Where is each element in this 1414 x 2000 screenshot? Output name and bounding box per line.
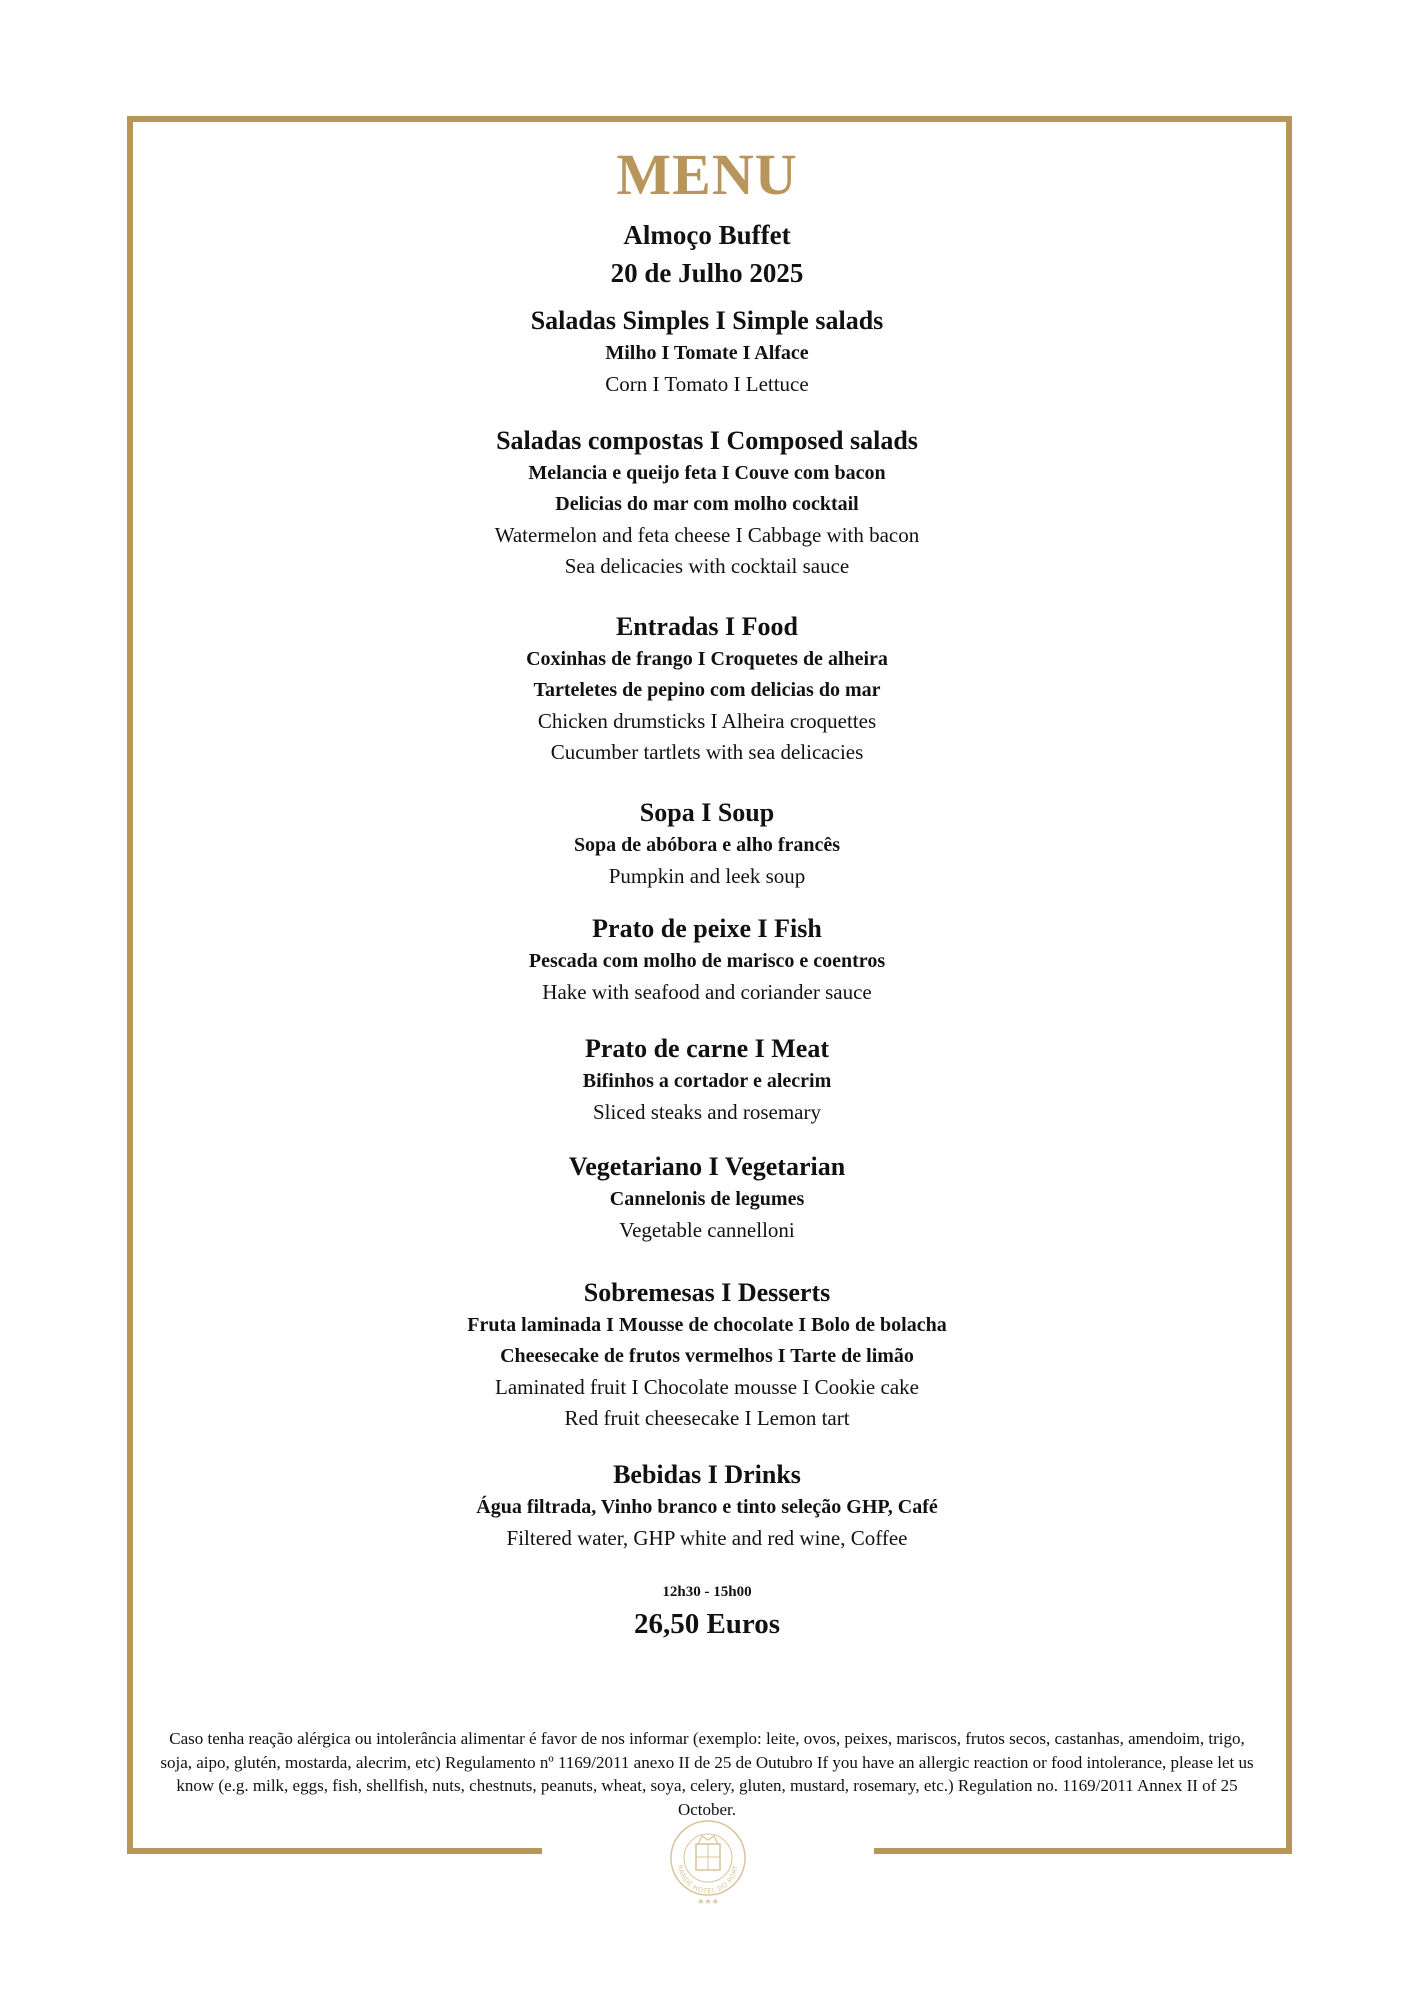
dish-english: Sea delicacies with cocktail sauce bbox=[564, 554, 850, 578]
hotel-crest-icon bbox=[668, 1818, 748, 1908]
dish-portuguese: Fruta laminada I Mousse de chocolate I Bolo de bolacha bbox=[467, 1314, 947, 1336]
menu-section bbox=[140, 912, 1274, 1008]
section-heading: Saladas compostas I Composed salads bbox=[496, 426, 918, 455]
dish-portuguese: Tarteletes de pepino com delicias do mar bbox=[533, 679, 881, 701]
menu-section bbox=[140, 1458, 1274, 1554]
dish-portuguese: Sopa de abóbora e alho francês bbox=[573, 834, 841, 856]
section-heading: Saladas Simples I Simple salads bbox=[530, 306, 884, 335]
section-heading: Prato de peixe I Fish bbox=[592, 914, 822, 943]
dish-english: Pumpkin and leek soup bbox=[608, 864, 806, 888]
dish-english: Laminated fruit I Chocolate mousse I Cookie cake bbox=[495, 1375, 919, 1399]
crest-text: RANDE HOTEL DO PORT bbox=[676, 1864, 740, 1896]
dish-portuguese: Milho I Tomate I Alface bbox=[605, 342, 809, 364]
dish-portuguese: Melancia e queijo feta I Couve com bacon bbox=[528, 462, 886, 484]
dish-english: Corn I Tomato I Lettuce bbox=[605, 372, 809, 396]
menu-section bbox=[140, 1150, 1274, 1246]
menu-section bbox=[140, 610, 1274, 768]
dish-english: Vegetable cannelloni bbox=[619, 1218, 795, 1242]
menu-section bbox=[140, 1032, 1274, 1128]
dish-english: Cucumber tartlets with sea delicacies bbox=[550, 740, 864, 764]
dish-portuguese: Pescada com molho de marisco e coentros bbox=[528, 950, 886, 972]
menu-section bbox=[140, 304, 1274, 400]
frame-left-border bbox=[127, 116, 133, 1854]
service-hours: 12h30 - 15h00 bbox=[662, 1584, 752, 1600]
frame-top-border bbox=[127, 116, 1292, 122]
dish-english: Chicken drumsticks I Alheira croquettes bbox=[537, 709, 877, 733]
menu-section bbox=[140, 1276, 1274, 1434]
dish-english: Red fruit cheesecake I Lemon tart bbox=[564, 1406, 850, 1430]
frame-bottom-right-border bbox=[874, 1848, 1292, 1854]
dish-portuguese: Água filtrada, Vinho branco e tinto seleção GHP, Café bbox=[476, 1496, 938, 1518]
dish-portuguese: Coxinhas de frango I Croquetes de alheira bbox=[526, 648, 888, 670]
section-heading: Prato de carne I Meat bbox=[584, 1034, 830, 1063]
menu-section bbox=[140, 796, 1274, 892]
section-heading: Vegetariano I Vegetarian bbox=[568, 1152, 846, 1181]
dish-portuguese: Delicias do mar com molho cocktail bbox=[555, 493, 859, 515]
menu-sections bbox=[140, 304, 1274, 1554]
menu-section bbox=[140, 424, 1274, 582]
dish-portuguese: Cheesecake de frutos vermelhos I Tarte de limão bbox=[500, 1345, 914, 1367]
dish-portuguese: Cannelonis de legumes bbox=[609, 1188, 805, 1210]
dish-portuguese: Bifinhos a cortador e alecrim bbox=[582, 1070, 832, 1092]
dish-english: Sliced steaks and rosemary bbox=[592, 1100, 822, 1124]
svg-text:★★★: ★★★ bbox=[697, 1897, 719, 1906]
section-heading: Bebidas I Drinks bbox=[613, 1460, 801, 1489]
dish-english: Filtered water, GHP white and red wine, Coffee bbox=[506, 1526, 908, 1550]
dish-english: Hake with seafood and coriander sauce bbox=[542, 980, 872, 1004]
section-heading: Entradas I Food bbox=[615, 612, 799, 641]
allergy-notice: Caso tenha reação alérgica ou intolerância alimentar é favor de nos informar (exemplo: leite, ovos, peixes, mariscos, frutos secos, castanhas, amendoim, trigo, soja, aipo, glutén, mostarda, alecrim, etc) Regulamento nº 1169/2011 anexo II de 25 de Outubro If you have an allergic reaction or food intolerance, please let us know (e.g. milk, eggs, fish, shellfish, nuts, chestnuts, peanuts, wheat, soya, celery, gluten, mustard, rosemary, etc.) Regulation no. 1169/2011 Annex II of 25 October. bbox=[160, 1729, 1254, 1819]
menu-content bbox=[140, 140, 1274, 1644]
section-heading: Sopa I Soup bbox=[639, 798, 775, 827]
menu-title: MENU bbox=[616, 142, 798, 207]
section-heading: Sobremesas I Desserts bbox=[583, 1278, 831, 1307]
frame-right-border bbox=[1286, 116, 1292, 1854]
frame-bottom-left-border bbox=[127, 1848, 542, 1854]
dish-english: Watermelon and feta cheese I Cabbage with bacon bbox=[494, 523, 920, 547]
menu-date: 20 de Julho 2025 bbox=[610, 258, 804, 288]
menu-price: 26,50 Euros bbox=[633, 1608, 781, 1640]
menu-subtitle: Almoço Buffet bbox=[623, 220, 791, 250]
